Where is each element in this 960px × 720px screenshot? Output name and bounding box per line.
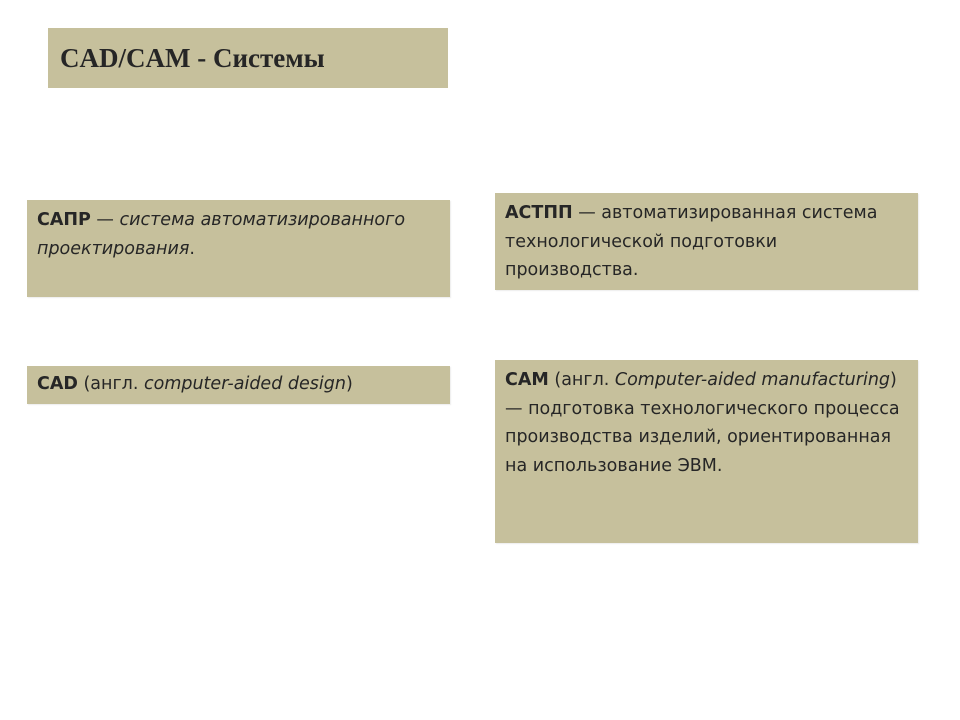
sapr-dash: —: [90, 210, 120, 230]
sapr-definition-box: [27, 200, 450, 297]
cam-english: Computer-aided manufacturing: [614, 370, 891, 390]
title-box: [48, 28, 448, 88]
cam-term: CAM: [505, 370, 549, 390]
cad-term: CAD: [37, 374, 78, 394]
cam-open: (англ.: [548, 370, 615, 390]
cam-definition: ) — подготовка технологического процесса производства изделий, ориентированная на использование ЭВМ.: [505, 370, 900, 476]
sapr-term: САПР: [37, 210, 91, 230]
cad-open: (англ.: [77, 374, 144, 394]
sapr-definition: система автоматизированного проектирования: [37, 210, 406, 259]
astpp-definition: — автоматизированная система технологической подготовки производства.: [505, 203, 878, 280]
cam-definition-box: [495, 360, 918, 543]
sapr-end: .: [189, 238, 195, 259]
cad-definition-box: [27, 366, 450, 404]
astpp-definition-box: [495, 193, 918, 290]
astpp-term: АСТПП: [505, 203, 573, 223]
slide-title: CAD/CAM - Системы: [60, 42, 325, 73]
cad-english: computer-aided design: [143, 374, 346, 394]
cad-close: ): [345, 374, 353, 394]
